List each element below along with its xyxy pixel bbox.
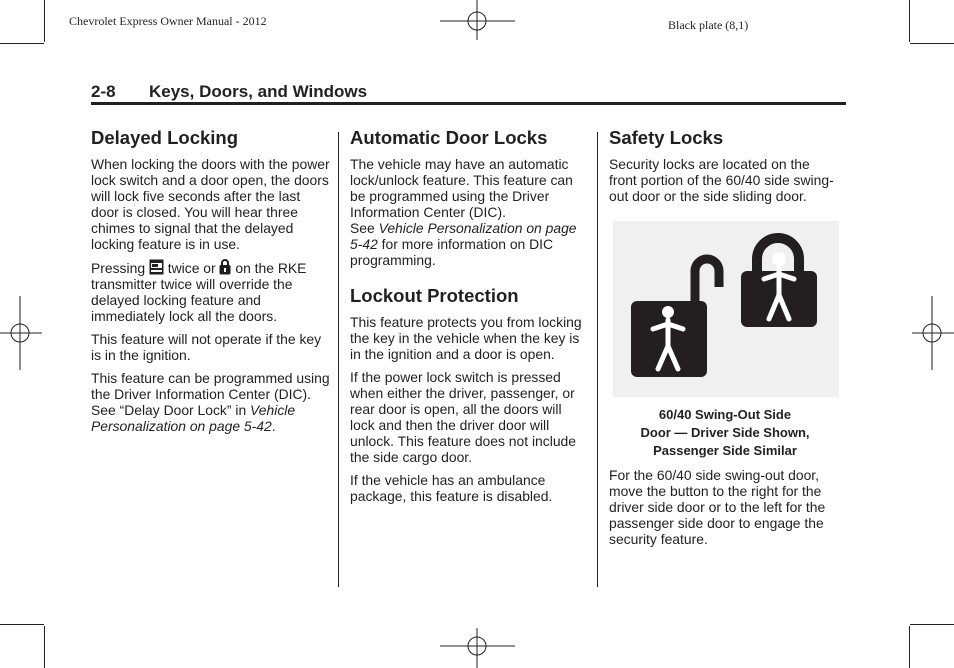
column-divider [338, 132, 339, 587]
section-number: 2-8 [91, 82, 116, 101]
crop-mark [909, 0, 910, 42]
section-header [91, 82, 367, 102]
crop-mark [44, 0, 45, 42]
paragraph: Security locks are located on the front portion of the 60/40 side swing-out door or the side sliding door. [609, 156, 834, 204]
running-header-left: Chevrolet Express Owner Manual - 2012 [69, 14, 267, 28]
column-3 [609, 127, 841, 554]
crop-mark [44, 626, 45, 668]
registration-mark-right [912, 296, 954, 370]
heading-automatic-door-locks: Automatic Door Locks [350, 127, 548, 148]
paragraph: If the power lock switch is pressed when either the driver, passenger, or rear door is open, all the doors will lock and then the driver door will unlock. This feature does not include the side cargo door. [350, 369, 576, 465]
cross-reference: Vehicle Personalization on page 5-42 [91, 402, 296, 434]
heading-lockout-protection: Lockout Protection [350, 285, 519, 306]
registration-mark-bottom [440, 628, 515, 668]
crop-mark [0, 624, 44, 625]
crop-mark [909, 626, 910, 668]
figure-caption: 60/40 Swing-Out Side Door — Driver Side Shown, Passenger Side Similar [640, 407, 810, 458]
heading-safety-locks: Safety Locks [609, 127, 724, 148]
registration-mark-top [440, 0, 515, 40]
rke-lock-icon [149, 259, 164, 275]
paragraph: This feature will not operate if the key is in the ignition. [91, 331, 322, 363]
paragraph: The vehicle may have an automatic lock/unlock feature. This feature can be programmed using the Driver Information Center (DIC). See Vehicle Personalization on page 5-42 for more information on DIC programming. [350, 156, 577, 268]
paragraph: Pressing twice or on the RKE transmitter twice will override the delayed locking feature and immediately lock all the doors. [91, 260, 307, 324]
crop-mark [910, 624, 954, 625]
column-1 [91, 127, 331, 441]
running-header-right: Black plate (8,1) [668, 18, 749, 32]
paragraph: If the vehicle has an ambulance package, this feature is disabled. [350, 472, 553, 504]
column-divider [597, 132, 598, 587]
paragraph: When locking the doors with the power lock switch and a door open, the doors will lock five seconds after the last door is closed. You will hear three chimes to signal that the delayed locking feature is in use. [91, 156, 330, 252]
cross-reference: Vehicle Personalization on page 5-42 [350, 220, 577, 252]
crop-mark [910, 43, 954, 44]
rke-unlock-icon [219, 259, 231, 275]
column-2 [350, 127, 590, 511]
paragraph: For the 60/40 side swing-out door, move the button to the right for the driver side door or to the left for the passenger side door to engage the security feature. [609, 467, 826, 547]
paragraph: This feature can be programmed using the Driver Information Center (DIC). See “Delay Door Lock” in Vehicle Personalization on page 5-42. [91, 370, 330, 434]
registration-mark-left [0, 296, 42, 370]
heading-delayed-locking: Delayed Locking [91, 127, 239, 148]
crop-mark [0, 43, 44, 44]
paragraph: This feature protects you from locking the key in the vehicle when the key is in the ignition and a door is open. [350, 314, 582, 362]
section-title: Keys, Doors, and Windows [149, 82, 368, 101]
section-rule [91, 102, 846, 105]
safety-lock-illustration [613, 221, 839, 397]
